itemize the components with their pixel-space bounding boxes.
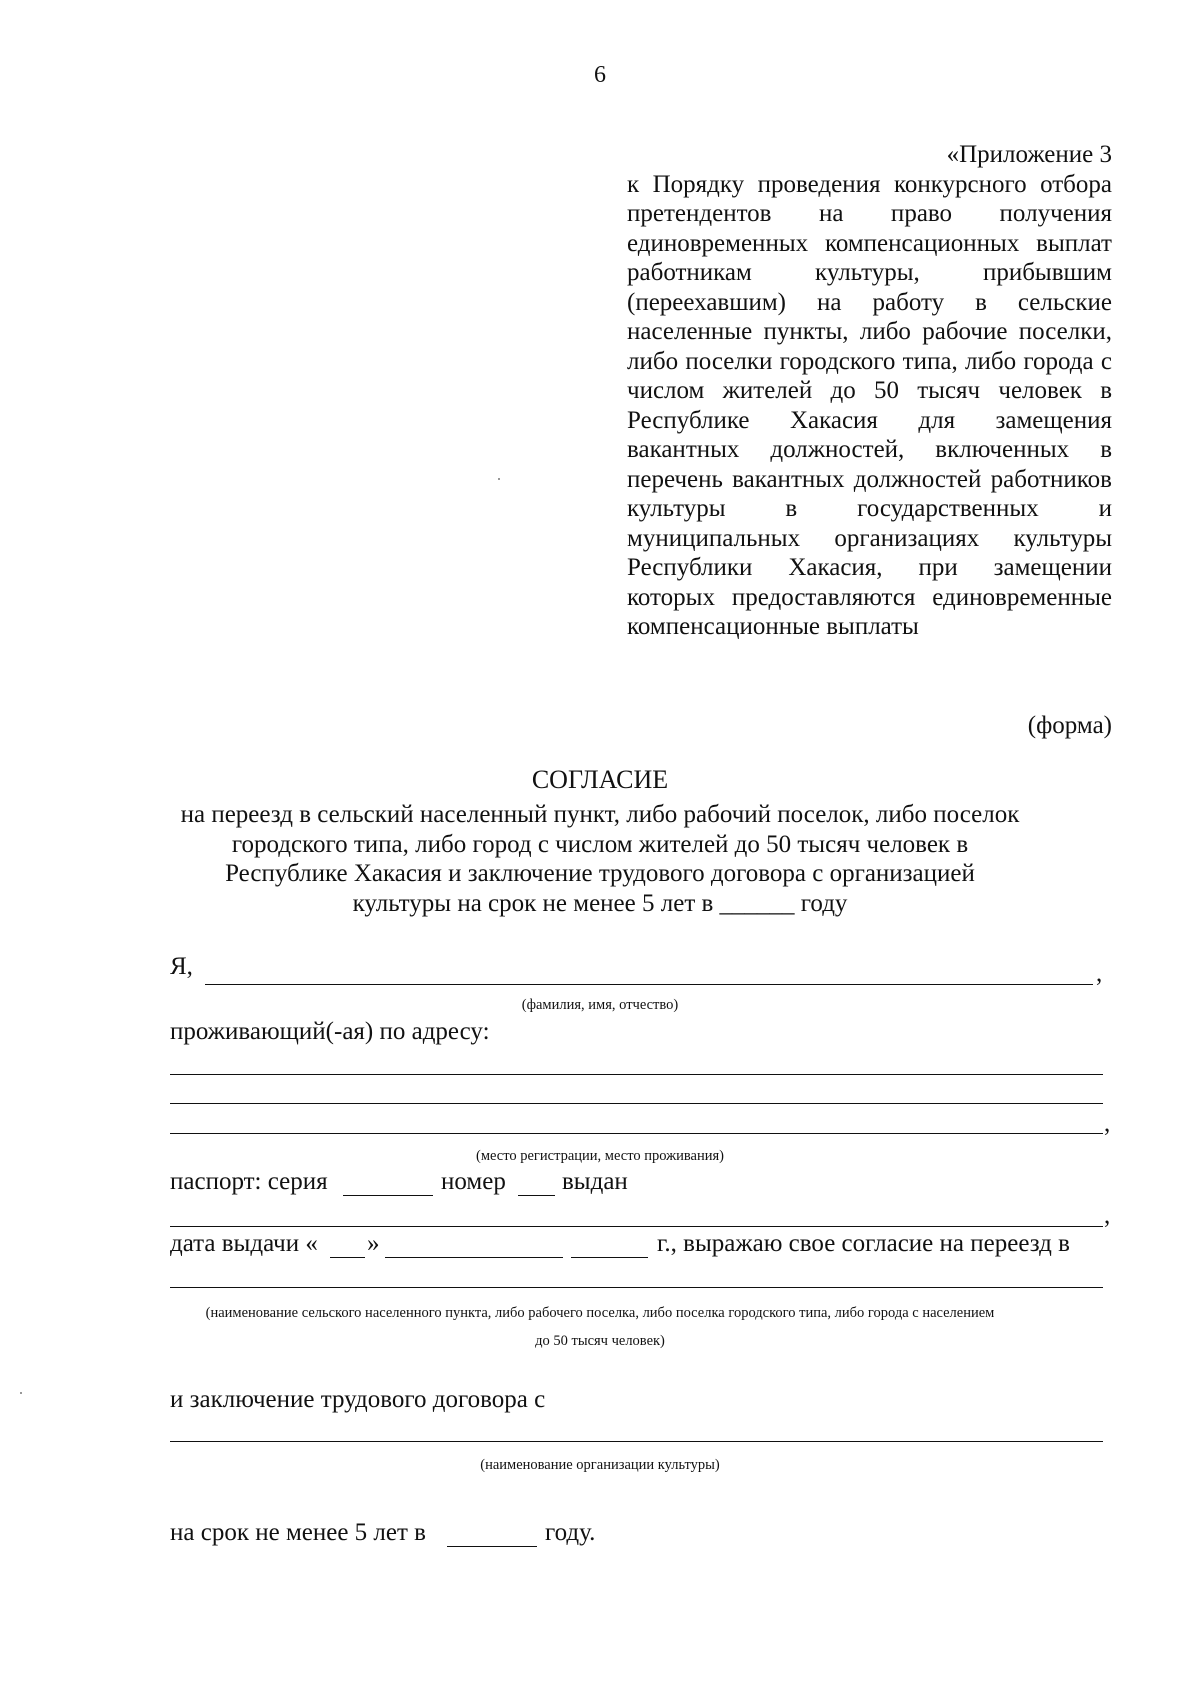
address-label: проживающий(-ая) по адресу: (170, 1018, 490, 1045)
locality-caption-line1: (наименование сельского населенного пункта, либо рабочего поселка, либо поселка городского типа, либо города с населением (205, 1305, 995, 1321)
issue-day-field[interactable] (330, 1257, 365, 1258)
address-line-2[interactable] (170, 1103, 1103, 1104)
contract-label: и заключение трудового договора с (170, 1386, 546, 1413)
address-comma: , (1104, 1110, 1111, 1137)
organization-caption: (наименование организации культуры) (480, 1457, 720, 1473)
term-suffix: году. (545, 1519, 596, 1546)
term-year-field[interactable] (447, 1546, 537, 1547)
scan-speck (498, 478, 500, 480)
organization-line[interactable] (170, 1441, 1103, 1442)
scan-speck (20, 1392, 22, 1394)
consent-text: г., выражаю свое согласие на переезд в (657, 1230, 1070, 1257)
issuer-comma: , (1104, 1202, 1111, 1229)
passport-number-field[interactable] (518, 1195, 555, 1196)
passport-series-field[interactable] (343, 1195, 433, 1196)
address-line-1[interactable] (170, 1074, 1103, 1075)
appendix-title: «Приложение 3 (946, 141, 1112, 168)
i-label: Я, (170, 953, 193, 980)
passport-issued-label: выдан (562, 1168, 628, 1195)
appendix-header (627, 140, 1112, 642)
issue-date-label: дата выдачи « (170, 1230, 318, 1257)
passport-number-label: номер (441, 1168, 506, 1195)
fio-caption: (фамилия, имя, отчество) (521, 997, 679, 1013)
locality-caption-line2: до 50 тысяч человек) (535, 1333, 665, 1349)
passport-issuer-line[interactable] (170, 1226, 1103, 1227)
issue-date-close: » (367, 1230, 380, 1257)
form-mark: (форма) (1027, 712, 1112, 739)
term-prefix: на срок не менее 5 лет в (170, 1519, 426, 1546)
passport-series-label: паспорт: серия (170, 1168, 328, 1195)
address-caption: (место регистрации, место проживания) (475, 1148, 725, 1164)
appendix-text: к Порядку проведения конкурсного отбора претендентов на право получения единовременных компенсационных выплат работникам культуры, прибывшим (переехавшим) на работу в сельские населенные пункты, либо рабочие поселки, либо поселки городского типа, либо города с числом жителей до 50 тысяч человек в Республике Хакасия для замещения вакантных должностей, включенных в перечень вакантных должностей работников культуры в государственных и муниципальных организациях культуры Республики Хакасия, при замещении которых предоставляются единовременные компенсационные выплаты (627, 170, 1112, 640)
issue-year-field[interactable] (571, 1257, 648, 1258)
fio-comma: , (1096, 960, 1103, 987)
document-subtitle: на переезд в сельский населенный пункт, либо рабочий поселок, либо поселок городского типа, либо город с числом жителей до 50 тысяч человек в Республике Хакасия и заключение трудового договора с организацией культуры на срок не менее 5 лет в ______ году (180, 801, 1020, 917)
document-title: СОГЛАСИЕ (531, 765, 669, 794)
fio-line[interactable] (205, 984, 1093, 985)
locality-line[interactable] (170, 1287, 1103, 1288)
address-line-3[interactable] (170, 1133, 1103, 1134)
issue-month-field[interactable] (385, 1257, 563, 1258)
page-number: 6 (594, 62, 606, 88)
